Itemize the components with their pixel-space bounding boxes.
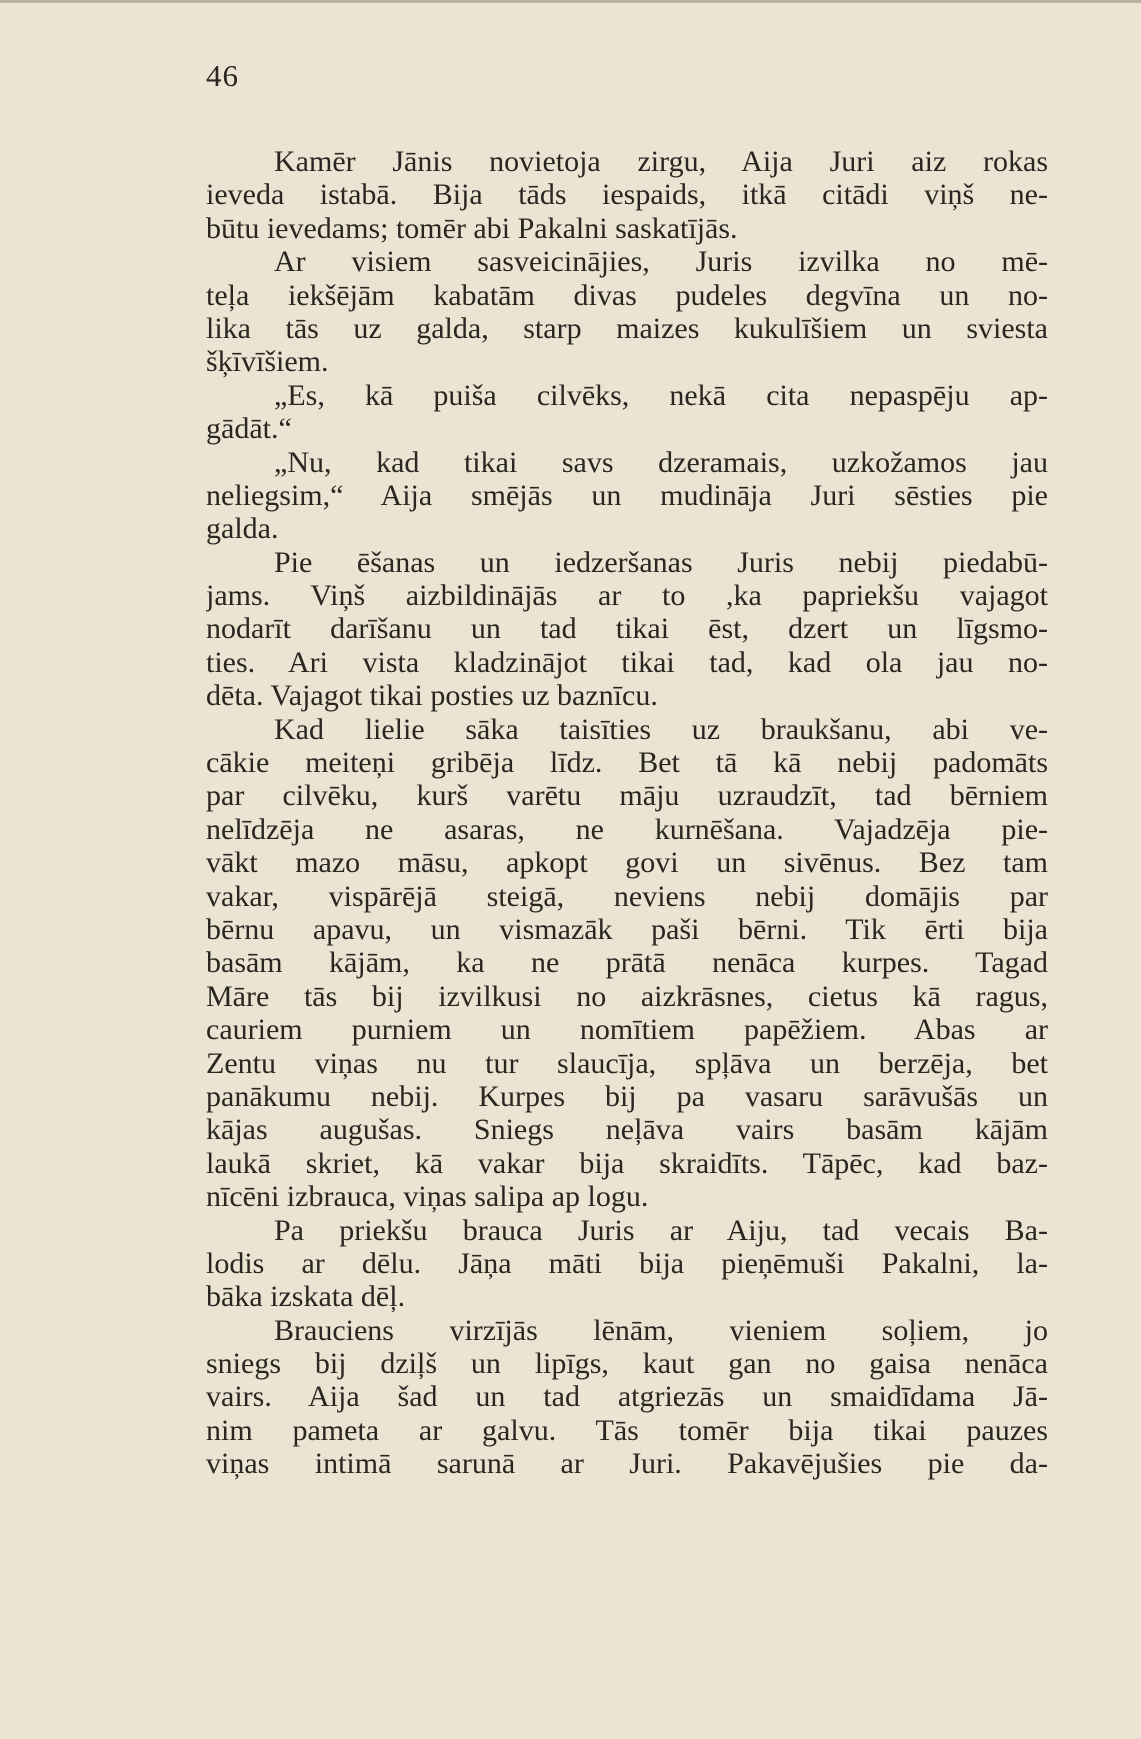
- text-line: nim pameta ar galvu. Tās tomēr bija tikai pauzes: [206, 1413, 1048, 1447]
- text-line: nīcēni izbrauca, viņas salipa ap logu.: [206, 1180, 649, 1214]
- text-line: šķīvīšiem.: [206, 345, 329, 379]
- text-line: laukā skriet, kā vakar bija skraidīts. Tāpēc, kad baz-: [206, 1146, 1048, 1180]
- text-line: cauriem purniem un nomītiem papēžiem. Abas ar: [206, 1013, 1048, 1047]
- text-line: basām kājām, ka ne prātā nenāca kurpes. Tagad: [206, 946, 1048, 980]
- text-line: nelīdzēja ne asaras, ne kurnēšana. Vajadzēja pie-: [206, 812, 1048, 846]
- text-line: „Es, kā puiša cilvēks, nekā cita nepaspēju ap-: [274, 378, 1048, 412]
- text-line: bērnu apavu, un vismazāk paši bērni. Tik ērti bija: [206, 912, 1048, 946]
- text-line: būtu ievedams; tomēr abi Pakalni saskatījās.: [206, 211, 738, 245]
- text-line: kājas augušas. Sniegs neļāva vairs basām kājām: [206, 1113, 1048, 1147]
- text-line: teļa iekšējām kabatām divas pudeles degvīna un no-: [206, 278, 1048, 312]
- text-line: viņas intimā sarunā ar Juri. Pakavējušies pie da-: [206, 1447, 1048, 1481]
- text-line: neliegsim,“ Aija smējās un mudināja Juri sēsties pie: [206, 478, 1048, 512]
- text-line: cākie meiteņi gribēja līdz. Bet tā kā nebij padomāts: [206, 746, 1048, 780]
- text-line: Kad lielie sāka taisīties uz braukšanu, abi ve-: [274, 712, 1048, 746]
- text-line: ieveda istabā. Bija tāds iespaids, itkā citādi viņš ne-: [206, 178, 1048, 212]
- text-line: jams. Viņš aizbildinājās ar to ,ka papriekšu vajagot: [206, 579, 1048, 613]
- text-line: sniegs bij dziļš un lipīgs, kaut gan no gaisa nenāca: [206, 1347, 1048, 1381]
- text-line: „Nu, kad tikai savs dzeramais, uzkožamos jau: [274, 445, 1048, 479]
- text-line: Zentu viņas nu tur slaucīja, spļāva un berzēja, bet: [206, 1046, 1048, 1080]
- text-line: lodis ar dēlu. Jāņa māti bija pieņēmuši Pakalni, la-: [206, 1246, 1048, 1280]
- text-line: galda.: [206, 512, 279, 546]
- text-line: gādāt.“: [206, 412, 292, 446]
- text-line: Pie ēšanas un iedzeršanas Juris nebij piedabū-: [274, 545, 1048, 579]
- text-line: dēta. Vajagot tikai posties uz baznīcu.: [206, 679, 658, 713]
- text-line: bāka izskata dēļ.: [206, 1280, 406, 1314]
- text-line: par cilvēku, kurš varētu māju uzraudzīt, tad bērniem: [206, 779, 1048, 813]
- text-line: ties. Ari vista kladzinājot tikai tad, kad ola jau no-: [206, 645, 1048, 679]
- page-number: 46: [206, 58, 239, 93]
- text-line: Brauciens virzījās lēnām, vieniem soļiem, jo: [274, 1313, 1048, 1347]
- text-line: vakar, vispārējā steigā, neviens nebij domājis par: [206, 879, 1048, 913]
- text-line: Māre tās bij izvilkusi no aizkrāsnes, cietus kā ragus,: [206, 979, 1048, 1013]
- text-line: Ar visiem sasveicinājies, Juris izvilka no mē-: [274, 245, 1048, 279]
- text-line: nodarīt darīšanu un tad tikai ēst, dzert un līgsmo-: [206, 612, 1048, 646]
- text-line: vākt mazo māsu, apkopt govi un sivēnus. Bez tam: [206, 846, 1048, 880]
- text-line: panākumu nebij. Kurpes bij pa vasaru sarāvušās un: [206, 1079, 1048, 1113]
- text-line: vairs. Aija šad un tad atgriezās un smaidīdama Jā-: [206, 1380, 1048, 1414]
- text-line: Kamēr Jānis novietoja zirgu, Aija Juri aiz rokas: [274, 145, 1048, 178]
- body-text: [206, 145, 1048, 1481]
- text-line: lika tās uz galda, starp maizes kukulīšiem un sviesta: [206, 311, 1048, 345]
- text-line: Pa priekšu brauca Juris ar Aiju, tad vecais Ba-: [274, 1213, 1048, 1247]
